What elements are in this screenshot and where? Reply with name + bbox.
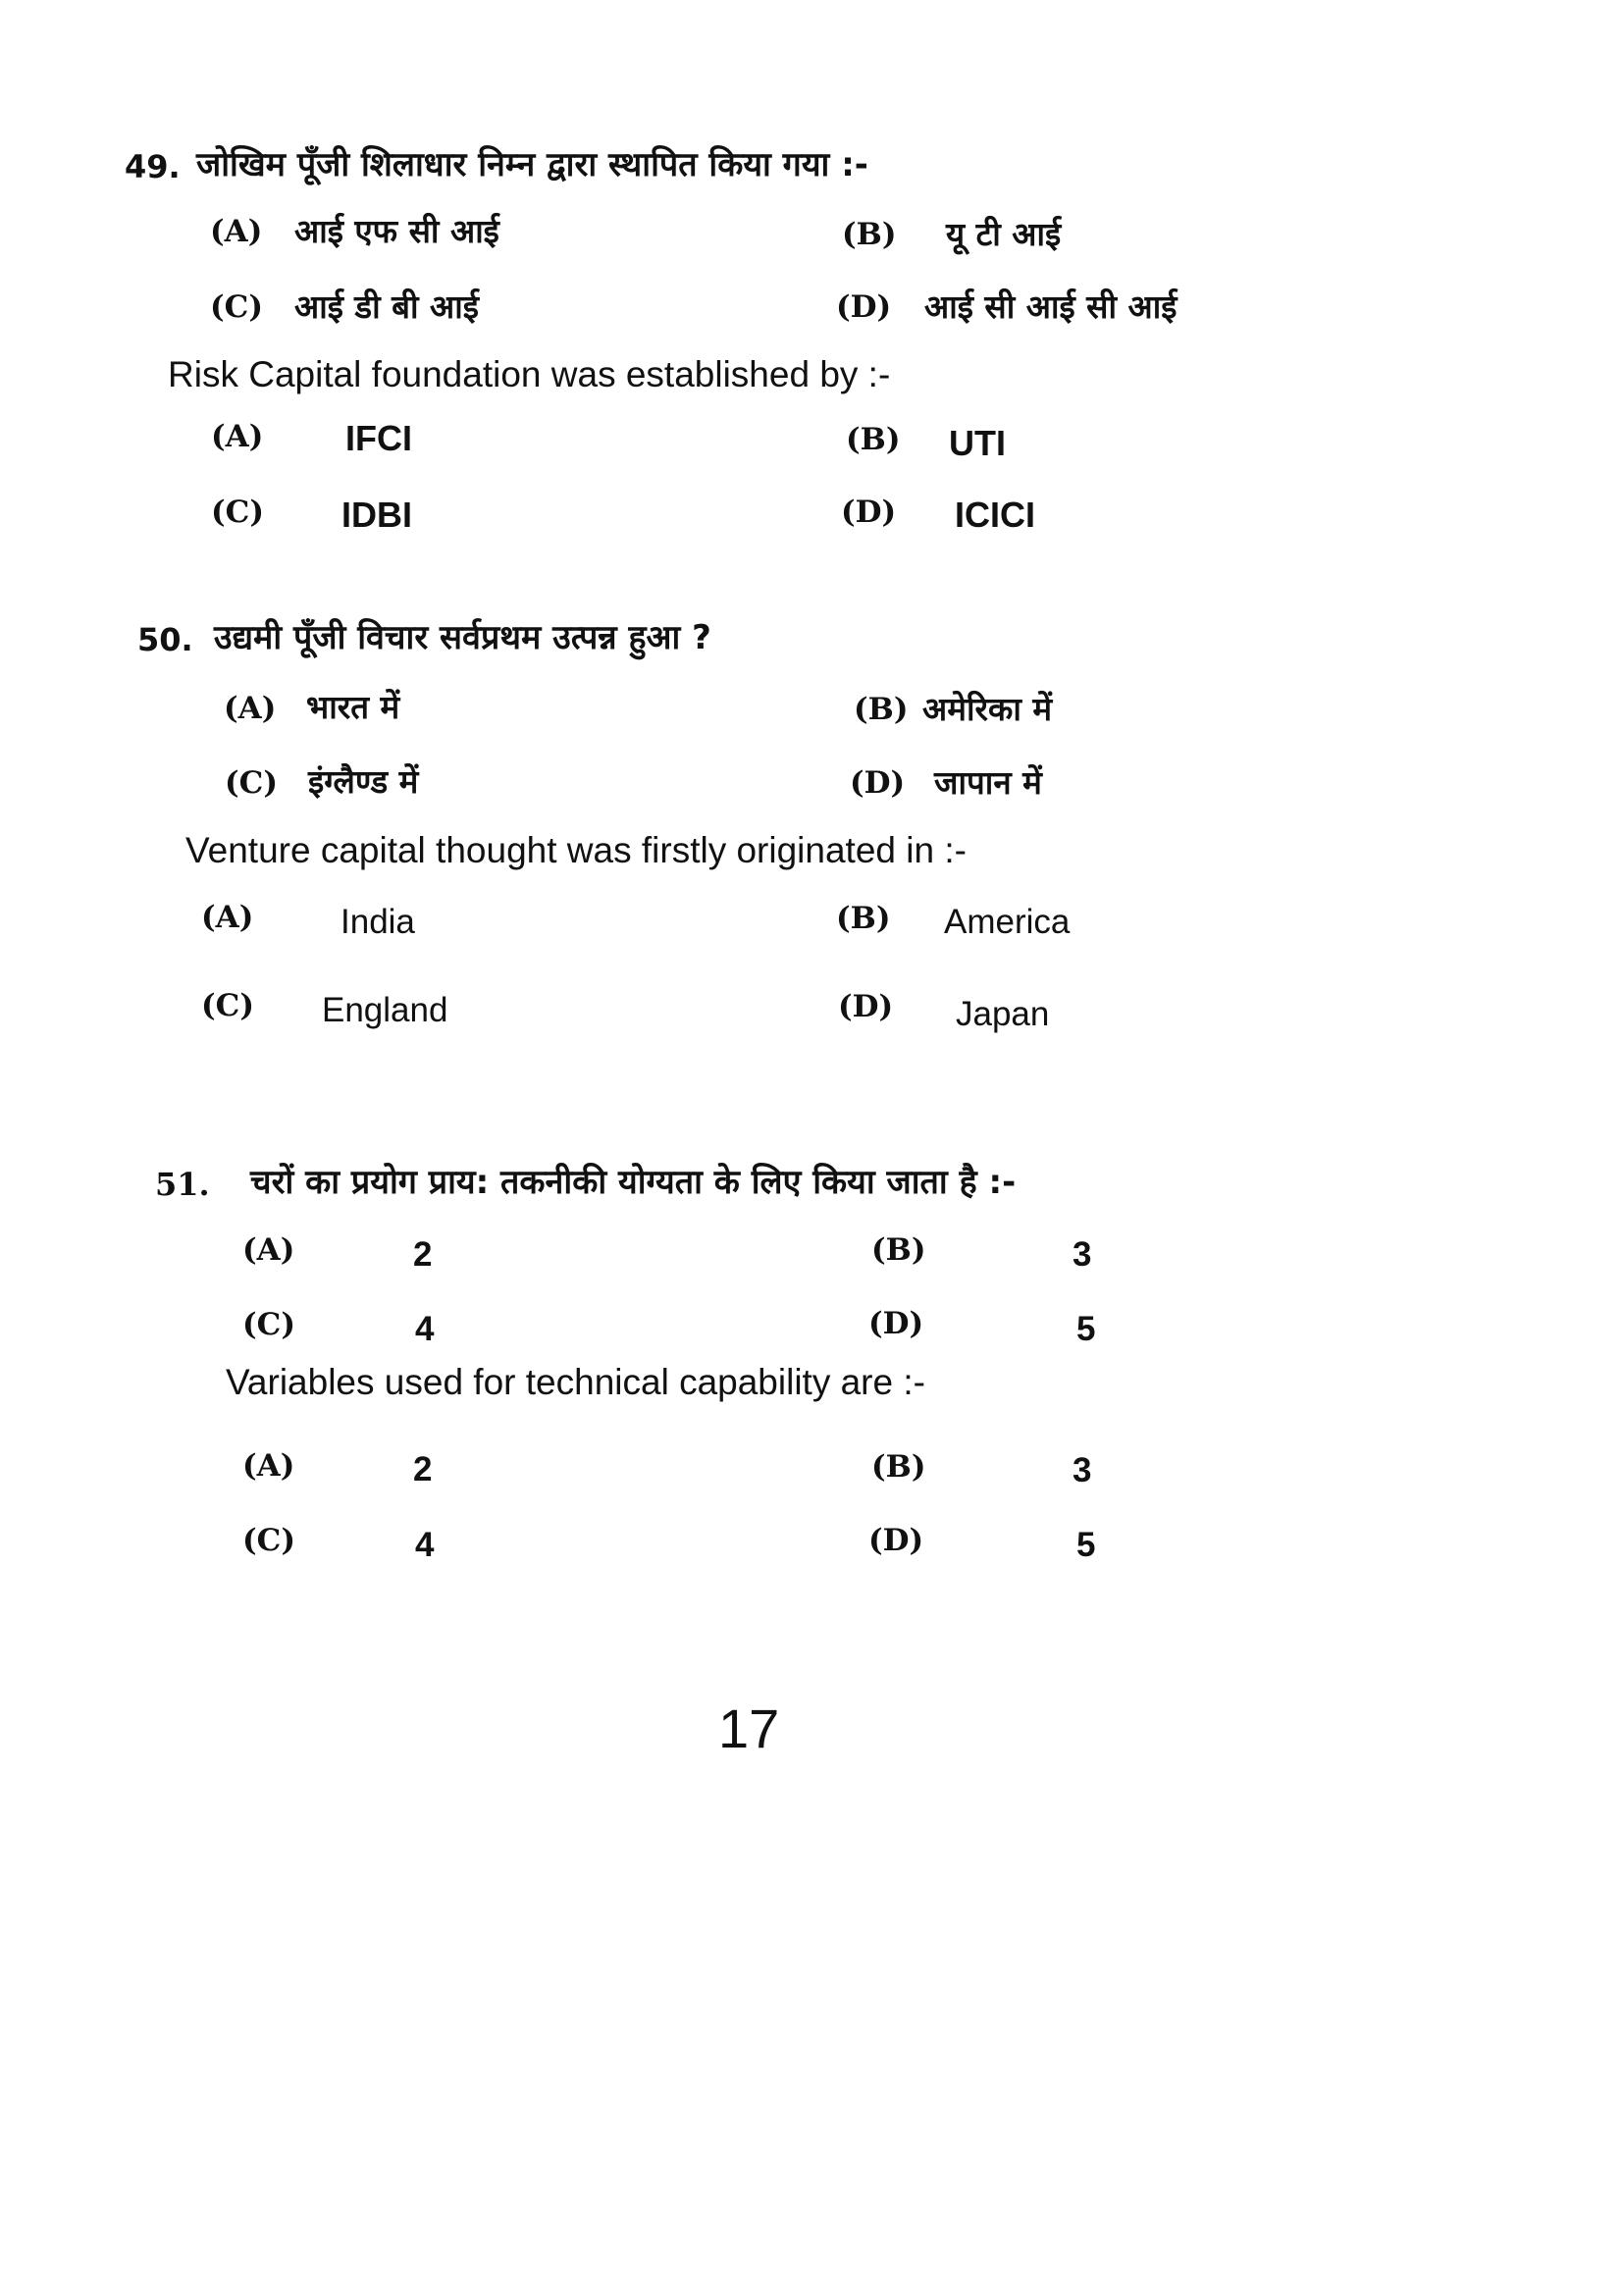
option-label-d: (D) — [868, 1523, 924, 1558]
option-text-a-hindi: 2 — [413, 1235, 433, 1274]
option-label-c: (C) — [210, 289, 264, 325]
option-label-c: (C) — [225, 765, 279, 801]
option-text-a-hindi: आई एफ सी आई — [294, 212, 499, 250]
question-number: 51. — [155, 1166, 210, 1203]
question-text-english: Variables used for technical capability are :- — [226, 1362, 925, 1402]
option-text-d-hindi: आई सी आई सी आई — [924, 287, 1177, 326]
option-text-a-hindi: भारत में — [306, 688, 400, 726]
option-label-d: (D) — [838, 989, 894, 1024]
question-text-hindi: जोखिम पूँजी शिलाधार निम्न द्वारा स्थापित किया गया :- — [196, 145, 868, 184]
question-number: 49. — [125, 148, 181, 185]
option-text-c-hindi: 4 — [415, 1310, 435, 1348]
option-label-d: (D) — [841, 495, 897, 530]
option-label-b: (B) — [854, 692, 909, 727]
option-label-c: (C) — [201, 988, 255, 1023]
option-text-a-english: IFCI — [345, 418, 412, 458]
question-text-english: Venture capital thought was firstly originated in :- — [185, 830, 967, 870]
option-text-b-hindi: अमेरिका में — [922, 690, 1053, 728]
option-label-b: (B) — [836, 901, 891, 936]
option-text-c-hindi: आई डी बी आई — [294, 287, 479, 326]
option-label-c: (C) — [242, 1523, 296, 1558]
option-text-d-english: ICICI — [955, 495, 1036, 535]
question-text-hindi: चरों का प्रयोग प्राय: तकनीकी योग्यता के लिए किया जाता है :- — [250, 1163, 1017, 1202]
option-label-b: (B) — [846, 422, 901, 457]
option-label-a: (A) — [224, 691, 277, 726]
option-label-a: (A) — [210, 214, 263, 249]
option-label-b: (B) — [871, 1449, 926, 1485]
option-label-c: (C) — [211, 495, 265, 530]
option-text-b-english: America — [944, 903, 1071, 941]
option-label-c: (C) — [242, 1307, 296, 1342]
option-text-b-english: 3 — [1073, 1451, 1092, 1489]
option-text-b-hindi: 3 — [1073, 1235, 1092, 1274]
question-number: 50. — [137, 621, 193, 658]
option-label-d: (D) — [836, 289, 892, 325]
option-text-c-english: 4 — [415, 1526, 435, 1564]
page-number: 17 — [718, 1697, 780, 1759]
option-text-d-hindi: जापान में — [934, 763, 1042, 802]
option-label-b: (B) — [871, 1232, 926, 1268]
option-text-a-english: India — [340, 903, 415, 941]
option-text-c-english: England — [322, 991, 448, 1029]
option-label-a: (A) — [211, 419, 264, 454]
option-label-d: (D) — [850, 765, 906, 801]
option-text-d-english: Japan — [956, 995, 1050, 1033]
option-text-d-english: 5 — [1076, 1526, 1096, 1564]
question-text-hindi: उद्यमी पूँजी विचार सर्वप्रथम उत्पन्न हुआ ? — [214, 618, 711, 657]
option-text-b-english: UTI — [949, 423, 1006, 463]
option-label-a: (A) — [242, 1448, 295, 1484]
option-label-a: (A) — [242, 1232, 295, 1268]
option-label-d: (D) — [868, 1306, 924, 1341]
option-text-b-hindi: यू टी आई — [946, 215, 1062, 253]
option-text-c-english: IDBI — [341, 495, 412, 535]
option-label-b: (B) — [842, 217, 897, 252]
option-text-d-hindi: 5 — [1076, 1310, 1096, 1348]
option-text-c-hindi: इंग्लैण्ड में — [308, 762, 419, 801]
option-text-a-english: 2 — [413, 1450, 433, 1488]
option-label-a: (A) — [201, 900, 254, 935]
question-text-english: Risk Capital foundation was established by :- — [168, 354, 891, 394]
